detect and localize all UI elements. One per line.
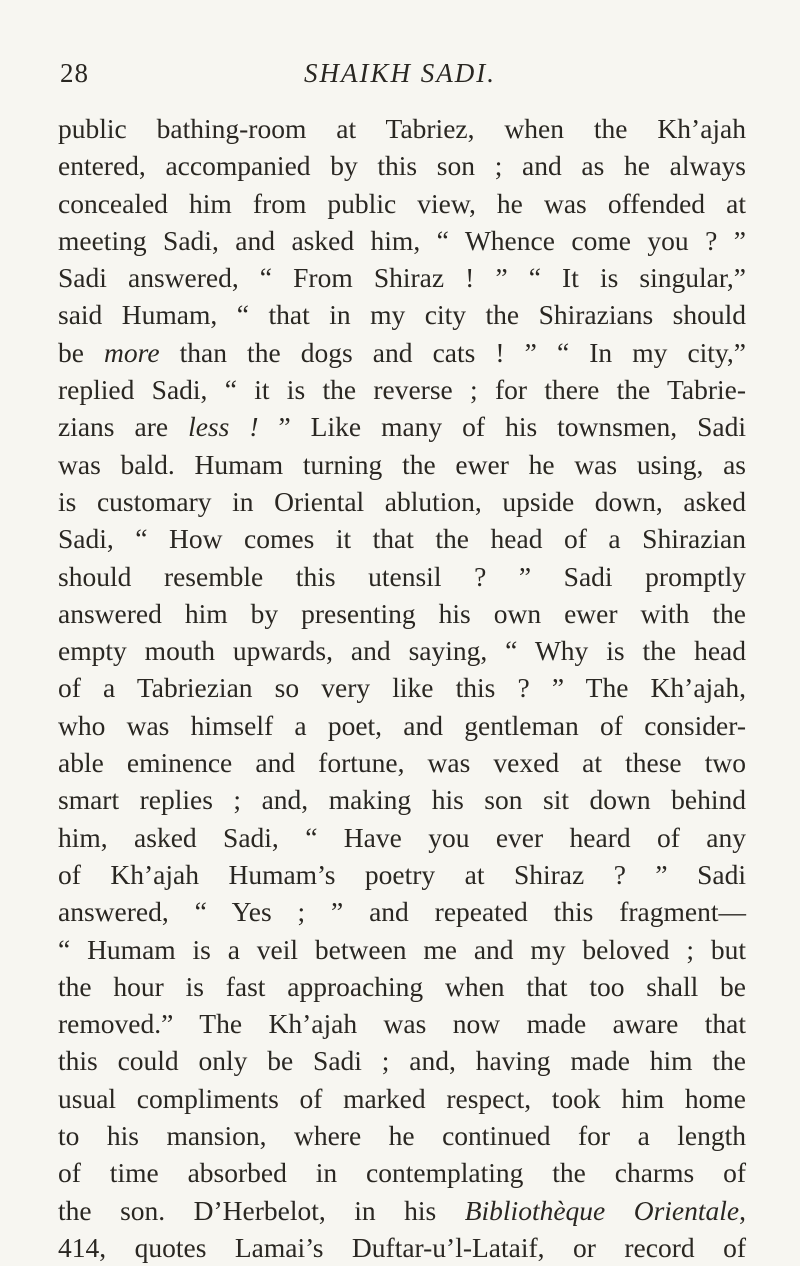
text-segment: should resemble this utensil ? ” Sadi promptly (58, 560, 746, 592)
body-paragraph (58, 110, 746, 1266)
running-title: SHAIKH SADI. (304, 58, 496, 88)
text-segment: usual compliments of marked respect, took him home (58, 1082, 746, 1114)
page-number: 28 (60, 58, 89, 88)
text-segment: Sadi, “ How comes it that the head of a Shirazian (58, 523, 746, 555)
text-line (58, 1005, 746, 1042)
italic-text: less ! (188, 411, 259, 443)
text-line (58, 893, 746, 930)
text-segment: of time absorbed in contemplating the charms of (58, 1157, 746, 1189)
text-segment: smart replies ; and, making his son sit down behind (58, 784, 746, 816)
text-segment: answered, “ Yes ; ” and repeated this fragment— (58, 896, 746, 928)
text-segment: the hour is fast approaching when that too shall be (58, 970, 746, 1002)
text-segment: answered him by presenting his own ewer with the (58, 597, 746, 629)
text-segment: replied Sadi, “ it is the reverse ; for there the Tabrie- (58, 374, 746, 406)
text-segment: of a Tabriezian so very like this ? ” The Kh’ajah, (58, 672, 746, 704)
text-segment: said Humam, “ that in my city the Shirazians should (58, 299, 746, 331)
text-segment: this could only be Sadi ; and, having made him the (58, 1045, 746, 1077)
running-head (60, 58, 740, 98)
text-line (58, 669, 746, 706)
text-segment: “ Humam is a veil between me and my beloved ; but (58, 933, 746, 965)
text-line (58, 1042, 746, 1079)
text-segment: him, asked Sadi, “ Have you ever heard of any (58, 821, 746, 853)
text-line (58, 259, 746, 296)
text-line (58, 1229, 746, 1266)
text-segment: able eminence and fortune, was vexed at these two (58, 747, 746, 779)
text-line (58, 446, 746, 483)
text-segment: 414, quotes Lamai’s Duftar-u’l-Lataif, or record of (58, 1231, 746, 1263)
text-line (58, 483, 746, 520)
text-line (58, 558, 746, 595)
text-segment: public bathing-room at Tabriez, when the Kh’ajah (58, 113, 746, 144)
text-line (58, 296, 746, 333)
text-line (58, 371, 746, 408)
text-line (58, 110, 746, 147)
text-segment: the son. D’Herbelot, in his (58, 1194, 465, 1226)
text-segment: who was himself a poet, and gentleman of consider- (58, 709, 746, 741)
text-segment: be (58, 336, 105, 368)
text-line (58, 1117, 746, 1154)
text-segment: of Kh’ajah Humam’s poetry at Shiraz ? ” Sadi (58, 858, 746, 890)
text-segment: meeting Sadi, and asked him, “ Whence come you ? ” (58, 224, 746, 256)
text-line (58, 632, 746, 669)
text-line (58, 185, 746, 222)
text-segment: removed.” The Kh’ajah was now made aware that (58, 1008, 746, 1040)
text-segment: , (739, 1194, 746, 1226)
text-line (58, 968, 746, 1005)
italic-text: Bibliothèque Orientale (464, 1194, 740, 1226)
text-segment: was bald. Humam turning the ewer he was using, as (58, 448, 746, 480)
text-line (58, 595, 746, 632)
text-segment: than the dogs and cats ! ” “ In my city,” (159, 336, 746, 368)
text-segment: empty mouth upwards, and saying, “ Why is the head (58, 635, 746, 667)
text-line (58, 781, 746, 818)
text-line (58, 931, 746, 968)
text-segment: is customary in Oriental ablution, upside down, asked (58, 485, 746, 517)
text-line (58, 744, 746, 781)
text-line (58, 222, 746, 259)
text-segment: zians are (58, 411, 189, 443)
text-segment: ” Like many of his townsmen, Sadi (258, 411, 746, 443)
text-line (58, 1192, 746, 1229)
text-line (58, 819, 746, 856)
text-segment: Sadi answered, “ From Shiraz ! ” “ It is singular,” (58, 262, 746, 294)
text-line (58, 707, 746, 744)
text-segment: to his mansion, where he continued for a length (58, 1120, 746, 1152)
text-line (58, 856, 746, 893)
text-line (58, 334, 746, 371)
text-line (58, 520, 746, 557)
text-line (58, 1154, 746, 1191)
text-line (58, 408, 746, 445)
text-line (58, 1080, 746, 1117)
italic-text: more (104, 336, 160, 368)
text-segment: entered, accompanied by this son ; and as he always (58, 150, 746, 182)
text-line (58, 147, 746, 184)
text-segment: concealed him from public view, he was offended at (58, 187, 746, 219)
